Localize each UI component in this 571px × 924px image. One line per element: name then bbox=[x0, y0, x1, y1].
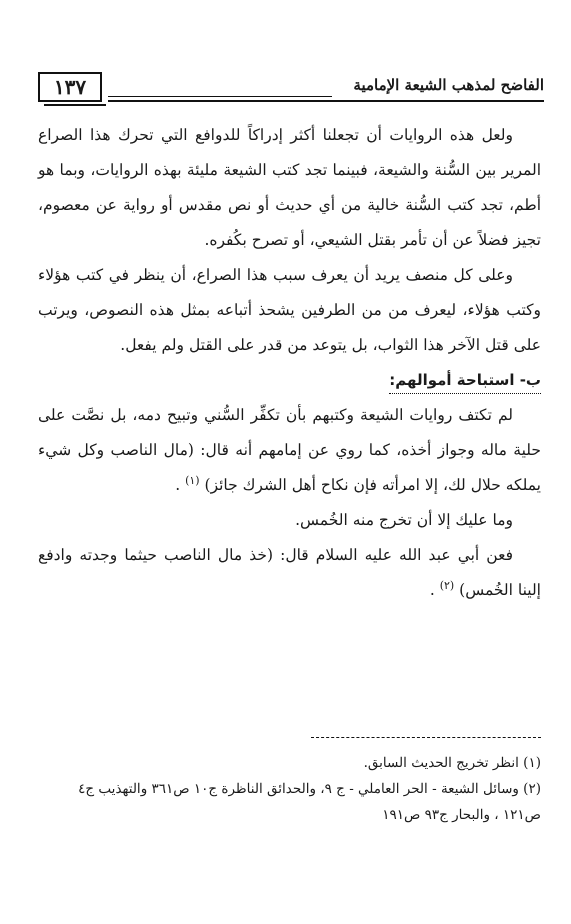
page-number: ١٣٧ bbox=[38, 72, 102, 102]
paragraph-1: ولعل هذه الروايات أن تجعلنا أكثر إدراكاً للدوافع التي تحرك هذا الصراع المرير بين السُّنة والشيعة، فبينما تجد كتب الشيعة مليئة بهذه الروايات، وبما هو أطم، تجد كتب السُّنة خالية من أي حديث أو نص مقدس أو رواية عن معصوم، تجيز فضلاً عن أن تأمر بقتل الشيعي، أو تصرح بكُفره. bbox=[38, 126, 541, 249]
paragraph-3-text: لم تكتف روايات الشيعة وكتبهم بأن تكفِّر السُّني وتبيح دمه، بل نصَّت على حلية ماله وجواز أخذه، كما روي عن إمامهم أنه قال: (مال الناصب وكل شيء يملكه حلال لك، إلا امرأته فإن نكاح أهل الشرك جائز) bbox=[38, 406, 541, 494]
paragraph-4: وما عليك إلا أن تخرج منه الخُمس. bbox=[295, 511, 513, 529]
section-heading-row bbox=[38, 363, 541, 398]
footnote-ref-1[interactable]: (١) bbox=[185, 473, 200, 487]
page-header bbox=[38, 72, 544, 108]
footnote-ref-2[interactable]: (٢) bbox=[439, 578, 455, 592]
header-rule bbox=[108, 100, 544, 102]
paragraph-5-text: فعن أبي عبد الله عليه السلام قال: (خذ مال الناصب حيثما وجدته وادفع إلينا الخُمس) bbox=[38, 546, 541, 599]
main-text bbox=[38, 118, 541, 608]
section-heading: ب- استباحة أموالهم: bbox=[389, 367, 541, 394]
paragraph-5-end: . bbox=[429, 581, 435, 599]
paragraph-5 bbox=[38, 538, 541, 608]
footnote-1: (١) انظر تخريج الحديث السابق. bbox=[363, 755, 541, 771]
running-title: الفاضح لمذهب الشيعة الإمامية bbox=[353, 76, 544, 94]
footnote-2: (٢) وسائل الشيعة - الحر العاملي - ج ٩، والحدائق الناظرة ج١٠ ص٣٦١ والتهذيب ج٤ ص١٢١ ، والبحار ج٩٣ ص١٩١ bbox=[78, 781, 541, 823]
footnote-separator bbox=[311, 737, 541, 738]
paragraph-3-end: . bbox=[175, 476, 181, 494]
footnotes bbox=[38, 750, 541, 828]
header-rule-thin bbox=[108, 96, 332, 97]
paragraph-3 bbox=[38, 398, 541, 503]
paragraph-2: وعلى كل منصف يريد أن يعرف سبب هذا الصراع، أن ينظر في كتب هؤلاء وكتب هؤلاء، ليعرف من من الطرفين يشحذ أتباعه بمثل هذه النصوص، ويرتب على قتل الآخر هذا الثواب، بل يتوعد من قدر على القتل ولم يفعل. bbox=[38, 266, 541, 354]
